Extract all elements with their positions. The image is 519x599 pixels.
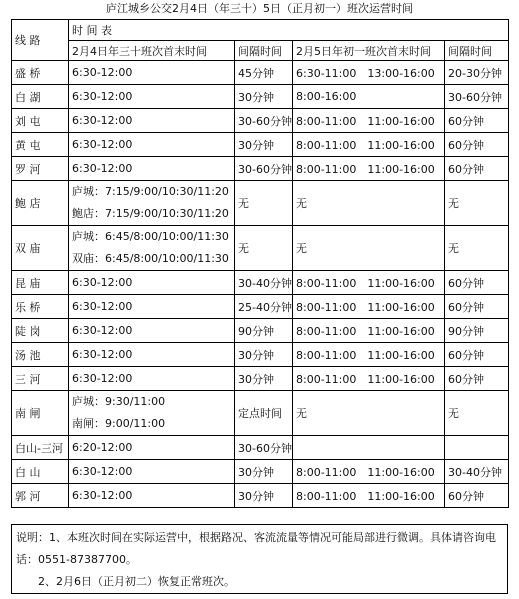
route-cell: 三 河	[12, 367, 69, 391]
route-cell: 黄 屯	[12, 133, 69, 157]
day1-cell: 6:30-12:00	[69, 271, 235, 295]
interval2-cell: 60分钟	[445, 133, 509, 157]
interval1-cell: 30分钟	[235, 85, 293, 109]
interval2-cell: 60分钟	[445, 109, 509, 133]
table-row	[12, 343, 509, 367]
table-row	[12, 436, 509, 460]
interval1-cell: 30分钟	[235, 343, 293, 367]
table-row	[12, 226, 509, 271]
day2-cell: 8:00-11:00 11:00-16:00	[293, 319, 445, 343]
interval2-cell	[445, 436, 509, 460]
interval1-cell: 定点时间	[235, 391, 293, 436]
table-row	[12, 157, 509, 181]
interval2-cell: 30-60分钟	[445, 85, 509, 109]
timetable	[11, 19, 509, 508]
table-row	[12, 61, 509, 85]
day1-cell: 6:20-12:00	[69, 436, 235, 460]
table-row	[12, 484, 509, 508]
day1-cell: 6:30-12:00	[69, 295, 235, 319]
interval2-cell: 无	[445, 226, 509, 271]
note-line-1: 说明：1、本班次时间在实际运营中，根据路况、客流流量等情况可能局部进行微调。具体请咨询电	[16, 531, 496, 544]
table-row	[12, 271, 509, 295]
route-cell: 汤 池	[12, 343, 69, 367]
day1-cell: 6:30-12:00	[69, 157, 235, 181]
interval2-cell: 60分钟	[445, 157, 509, 181]
interval1-cell: 30-60分钟	[235, 436, 293, 460]
day2-cell: 8:00-11:00 11:00-16:00	[293, 109, 445, 133]
table-row	[12, 85, 509, 109]
day1-cell	[69, 226, 235, 271]
interval2-cell: 20-30分钟	[445, 61, 509, 85]
day1-line: 双庙：6:45/8:00/10:00/11:30	[72, 252, 229, 265]
interval2-cell: 无	[445, 181, 509, 226]
table-row	[12, 319, 509, 343]
interval1-cell: 30-40分钟	[235, 271, 293, 295]
day2-cell: 8:00-11:00 11:00-16:00	[293, 295, 445, 319]
interval1-cell: 无	[235, 181, 293, 226]
timetable-body	[12, 20, 509, 508]
header-day1: 2月4日年三十班次首末时间	[69, 41, 235, 61]
day1-line: 庐城：9:30/11:00	[72, 395, 166, 408]
interval2-cell: 60分钟	[445, 271, 509, 295]
day2-cell: 8:00-16:00	[293, 85, 445, 109]
interval2-cell: 60分钟	[445, 484, 509, 508]
table-row	[12, 391, 509, 436]
note-line-2: 话：0551-87387700。	[16, 553, 137, 566]
header-interval2: 间隔时间	[445, 41, 509, 61]
page-title: 庐江城乡公交2月4日（年三十）5日（正月初一）班次运营时间	[106, 2, 413, 15]
interval1-cell: 90分钟	[235, 319, 293, 343]
day2-cell: 8:00-11:00 11:00-16:00	[293, 367, 445, 391]
day1-cell	[69, 391, 235, 436]
day2-cell: 无	[293, 226, 445, 271]
header-day2: 2月5日年初一班次首末时间	[293, 41, 445, 61]
day2-cell: 8:00-11:00 11:00-16:00	[293, 133, 445, 157]
header-route: 线 路	[12, 20, 69, 61]
day1-cell: 6:30-12:00	[69, 109, 235, 133]
route-cell: 罗 河	[12, 157, 69, 181]
interval2-cell: 60分钟	[445, 295, 509, 319]
route-cell: 刘 屯	[12, 109, 69, 133]
day1-cell: 6:30-12:00	[69, 484, 235, 508]
table-row	[12, 133, 509, 157]
route-cell: 南 闸	[12, 391, 69, 436]
table-row	[12, 181, 509, 226]
interval1-cell: 无	[235, 226, 293, 271]
day2-cell	[293, 436, 445, 460]
header-schedule: 时 间 表	[69, 20, 509, 41]
route-cell: 昆 庙	[12, 271, 69, 295]
table-row	[12, 295, 509, 319]
notes	[11, 524, 508, 594]
day1-line: 庐城：7:15/9:00/10:30/11:20	[72, 185, 229, 198]
day1-cell: 6:30-12:00	[69, 319, 235, 343]
day2-cell: 8:00-11:00 11:00-16:00	[293, 460, 445, 484]
subheader-row	[12, 41, 509, 61]
interval2-cell: 60分钟	[445, 343, 509, 367]
day1-cell: 6:30-12:00	[69, 85, 235, 109]
route-cell: 鲍 店	[12, 181, 69, 226]
interval2-cell: 90分钟	[445, 319, 509, 343]
header-interval1: 间隔时间	[235, 41, 293, 61]
day2-cell: 无	[293, 181, 445, 226]
day2-cell: 8:00-11:00 11:00-16:00	[293, 271, 445, 295]
route-cell: 白 湖	[12, 85, 69, 109]
interval1-cell: 30-60分钟	[235, 157, 293, 181]
day2-cell: 8:00-11:00 11:00-16:00	[293, 484, 445, 508]
day2-cell: 8:00-11:00 11:00-16:00	[293, 157, 445, 181]
interval2-cell: 60分钟	[445, 367, 509, 391]
day1-cell: 6:30-12:00	[69, 61, 235, 85]
route-cell: 白山-三河	[12, 436, 69, 460]
interval1-cell: 30分钟	[235, 367, 293, 391]
interval1-cell: 45分钟	[235, 61, 293, 85]
day1-cell: 6:30-12:00	[69, 133, 235, 157]
day1-line: 庐城：6:45/8:00/10:00/11:30	[72, 230, 229, 243]
day1-cell: 6:30-12:00	[69, 343, 235, 367]
day2-cell: 6:30-11:00 13:00-16:00	[293, 61, 445, 85]
header-row	[12, 20, 509, 41]
route-cell: 郭 河	[12, 484, 69, 508]
route-cell: 白 山	[12, 460, 69, 484]
interval1-cell: 30分钟	[235, 460, 293, 484]
table-row	[12, 109, 509, 133]
day1-cell: 6:30-12:00	[69, 367, 235, 391]
day1-line: 南闸：9:00/11:00	[72, 417, 166, 430]
route-cell: 双 庙	[12, 226, 69, 271]
day2-cell: 无	[293, 391, 445, 436]
day1-cell: 6:30-12:00	[69, 460, 235, 484]
interval2-cell: 无	[445, 391, 509, 436]
route-cell: 乐 桥	[12, 295, 69, 319]
day2-cell: 8:00-11:00 11:00-16:00	[293, 343, 445, 367]
route-cell: 盛 桥	[12, 61, 69, 85]
route-cell: 陡 岗	[12, 319, 69, 343]
interval2-cell: 30-40分钟	[445, 460, 509, 484]
table-row	[12, 460, 509, 484]
interval1-cell: 25-40分钟	[235, 295, 293, 319]
interval1-cell: 30分钟	[235, 133, 293, 157]
day1-line: 鲍店：7:15/9:00/10:30/11:20	[72, 207, 229, 220]
table-row	[12, 367, 509, 391]
day1-cell	[69, 181, 235, 226]
interval1-cell: 30-60分钟	[235, 109, 293, 133]
note-line-3: 2、2月6日（正月初二）恢复正常班次。	[38, 575, 235, 588]
interval1-cell: 30分钟	[235, 484, 293, 508]
